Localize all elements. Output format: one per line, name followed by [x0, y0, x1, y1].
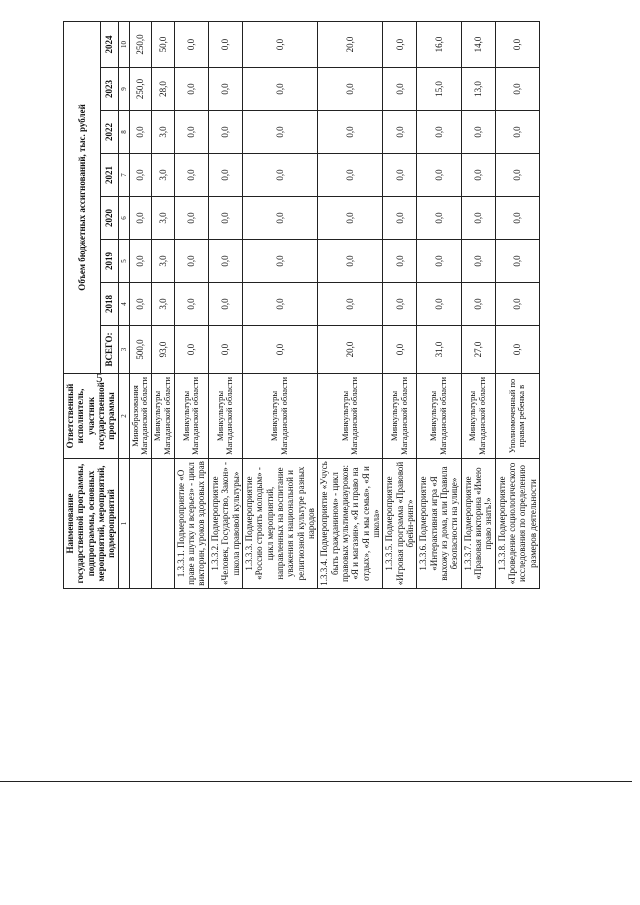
column-number: 7 [118, 154, 129, 197]
row-name: 1.3.3.8. Подмероприятие «Проведение социологического исследования по определению размеров деятельности [495, 459, 539, 589]
row-value: 0,0 [242, 197, 317, 240]
row-value: 0,0 [495, 197, 539, 240]
row-value: 0,0 [495, 68, 539, 111]
row-value: 0,0 [129, 111, 152, 154]
header-year: 2020 [101, 197, 119, 240]
row-name [129, 459, 152, 589]
row-responsible: Минкультуры Магаданской области [242, 374, 317, 459]
row-value: 28,0 [152, 68, 175, 111]
row-value: 0,0 [383, 197, 417, 240]
row-value: 0,0 [242, 283, 317, 326]
row-responsible: Минобразования Магаданской области [129, 374, 152, 459]
row-responsible: Минкультуры Магаданской области [208, 374, 242, 459]
row-value: 13,0 [461, 68, 495, 111]
row-value: 0,0 [208, 326, 242, 374]
row-responsible: Минкультуры Магаданской области [174, 374, 208, 459]
row-value: 0,0 [242, 111, 317, 154]
row-value: 0,0 [461, 111, 495, 154]
row-responsible: Минкультуры Магаданской области [461, 374, 495, 459]
row-name: 1.3.3.7. Подмероприятие «Правовая викторина «Имею право знать!» [461, 459, 495, 589]
header-year: 2021 [101, 154, 119, 197]
row-value: 0,0 [461, 197, 495, 240]
column-number: 8 [118, 111, 129, 154]
header-row [64, 21, 101, 588]
header-year: 2023 [101, 68, 119, 111]
horizontal-rule [0, 781, 632, 782]
row-value: 0,0 [318, 154, 383, 197]
column-number: 3 [118, 326, 129, 374]
row-value: 0,0 [417, 197, 461, 240]
row-value: 0,0 [461, 283, 495, 326]
row-value: 0,0 [383, 111, 417, 154]
row-value: 0,0 [208, 197, 242, 240]
row-value: 250,0 [129, 68, 152, 111]
row-value: 0,0 [242, 154, 317, 197]
row-value: 0,0 [383, 154, 417, 197]
row-value: 3,0 [152, 154, 175, 197]
header-name: Наименование государственной программы, подпрограммы, основных мероприятий, мероприятий, подмероприятий [64, 459, 119, 589]
row-name: 1.3.3.3. Подмероприятие «Россию строить молодым» - цикл мероприятий, направленных на воспитание уважения к национальной и религиозной культуре разных народов [242, 459, 317, 589]
table-row [174, 21, 208, 588]
row-value: 0,0 [174, 21, 208, 67]
row-value: 0,0 [495, 154, 539, 197]
column-number: 1 [118, 459, 129, 589]
table-row [495, 21, 539, 588]
row-value: 20,0 [318, 326, 383, 374]
row-value: 0,0 [208, 154, 242, 197]
row-value: 0,0 [208, 111, 242, 154]
row-value: 0,0 [208, 68, 242, 111]
row-value: 93,0 [152, 326, 175, 374]
row-value: 500,0 [129, 326, 152, 374]
row-value: 3,0 [152, 197, 175, 240]
row-value: 0,0 [417, 111, 461, 154]
row-value: 0,0 [174, 283, 208, 326]
header-year: 2019 [101, 240, 119, 283]
row-responsible: Минкультуры Магаданской области [318, 374, 383, 459]
header-year: 2022 [101, 111, 119, 154]
row-name [152, 459, 175, 589]
row-responsible: Уполномоченный по правам ребенка в [495, 374, 539, 459]
column-number: 9 [118, 68, 129, 111]
row-value: 0,0 [242, 68, 317, 111]
row-name: 1.3.3.5. Подмероприятие «Игровая программа «Правовой брейн-ринг» [383, 459, 417, 589]
row-value: 250,0 [129, 21, 152, 67]
row-value: 15,0 [417, 68, 461, 111]
row-name: 1.3.3.2. Подмероприятие «Человек, Государство, Закон» - школа правовой культуры» [208, 459, 242, 589]
row-value: 0,0 [383, 240, 417, 283]
row-value: 0,0 [318, 68, 383, 111]
table-row [208, 21, 242, 588]
header-year: 2024 [101, 21, 119, 67]
row-value: 0,0 [417, 283, 461, 326]
header-year: 2018 [101, 283, 119, 326]
row-responsible: Минкультуры Магаданской области [417, 374, 461, 459]
row-value: 0,0 [318, 197, 383, 240]
page-number: 5 [96, 370, 103, 385]
column-number: 2 [118, 374, 129, 459]
row-value: 0,0 [383, 283, 417, 326]
column-number: 5 [118, 240, 129, 283]
row-responsible: Минкультуры Магаданской области [383, 374, 417, 459]
row-value: 0,0 [129, 240, 152, 283]
row-value: 0,0 [174, 68, 208, 111]
row-value: 3,0 [152, 111, 175, 154]
row-value: 0,0 [495, 240, 539, 283]
row-value: 0,0 [495, 21, 539, 67]
table-row [417, 21, 461, 588]
row-value: 14,0 [461, 21, 495, 67]
row-value: 0,0 [383, 326, 417, 374]
row-value: 0,0 [174, 111, 208, 154]
header-total: ВСЕГО: [101, 326, 119, 374]
column-number: 4 [118, 283, 129, 326]
header-volume: Объем бюджетных ассигнований, тыс. рублей [64, 21, 101, 373]
header-responsible: Ответственный исполнитель, участник государственной программы [64, 374, 119, 459]
table-row [242, 21, 317, 588]
row-value: 0,0 [318, 111, 383, 154]
row-value: 0,0 [208, 21, 242, 67]
table-row [152, 21, 175, 588]
column-number: 6 [118, 197, 129, 240]
row-name: 1.3.3.4. Подмероприятие «Учусь быть гражданином» - цикл правовых мультимедиауроков: «Я и магазин», «Я и право на отдых», «Я и мы семья», «Я и школа» [318, 459, 383, 589]
row-value: 0,0 [129, 197, 152, 240]
row-value: 0,0 [383, 68, 417, 111]
row-value: 0,0 [461, 240, 495, 283]
row-value: 0,0 [242, 326, 317, 374]
column-number: 10 [118, 21, 129, 67]
row-value: 0,0 [318, 283, 383, 326]
row-value: 0,0 [174, 326, 208, 374]
row-value: 50,0 [152, 21, 175, 67]
table-row [129, 21, 152, 588]
row-value: 0,0 [495, 283, 539, 326]
row-value: 0,0 [383, 21, 417, 67]
row-value: 20,0 [318, 21, 383, 67]
row-value: 0,0 [417, 154, 461, 197]
row-name: 1.3.3.6. Подмероприятие «Интерактивная игра «Я выхожу из дома, или Правила безопасности на улице» [417, 459, 461, 589]
row-value: 16,0 [417, 21, 461, 67]
row-value: 0,0 [417, 240, 461, 283]
rotated-table-wrapper [63, 22, 557, 589]
row-value: 0,0 [129, 154, 152, 197]
row-value: 0,0 [318, 240, 383, 283]
row-value: 27,0 [461, 326, 495, 374]
row-value: 0,0 [242, 21, 317, 67]
row-value: 0,0 [495, 326, 539, 374]
column-number-row [118, 21, 129, 588]
row-value: 0,0 [174, 154, 208, 197]
row-value: 31,0 [417, 326, 461, 374]
row-value: 0,0 [495, 111, 539, 154]
row-value: 0,0 [174, 240, 208, 283]
row-value: 0,0 [174, 197, 208, 240]
table-row [383, 21, 417, 588]
row-value: 0,0 [242, 240, 317, 283]
row-value: 0,0 [129, 283, 152, 326]
row-value: 3,0 [152, 240, 175, 283]
row-name: 1.3.3.1. Подмероприятие «О праве в шутку и всерьез» - цикл викторин, уроков здоровых прав [174, 459, 208, 589]
row-responsible: Минкультуры Магаданской области [152, 374, 175, 459]
budget-table [63, 21, 540, 589]
table-row [461, 21, 495, 588]
row-value: 0,0 [208, 240, 242, 283]
row-value: 3,0 [152, 283, 175, 326]
table-row [318, 21, 383, 588]
row-value: 0,0 [461, 154, 495, 197]
row-value: 0,0 [208, 283, 242, 326]
